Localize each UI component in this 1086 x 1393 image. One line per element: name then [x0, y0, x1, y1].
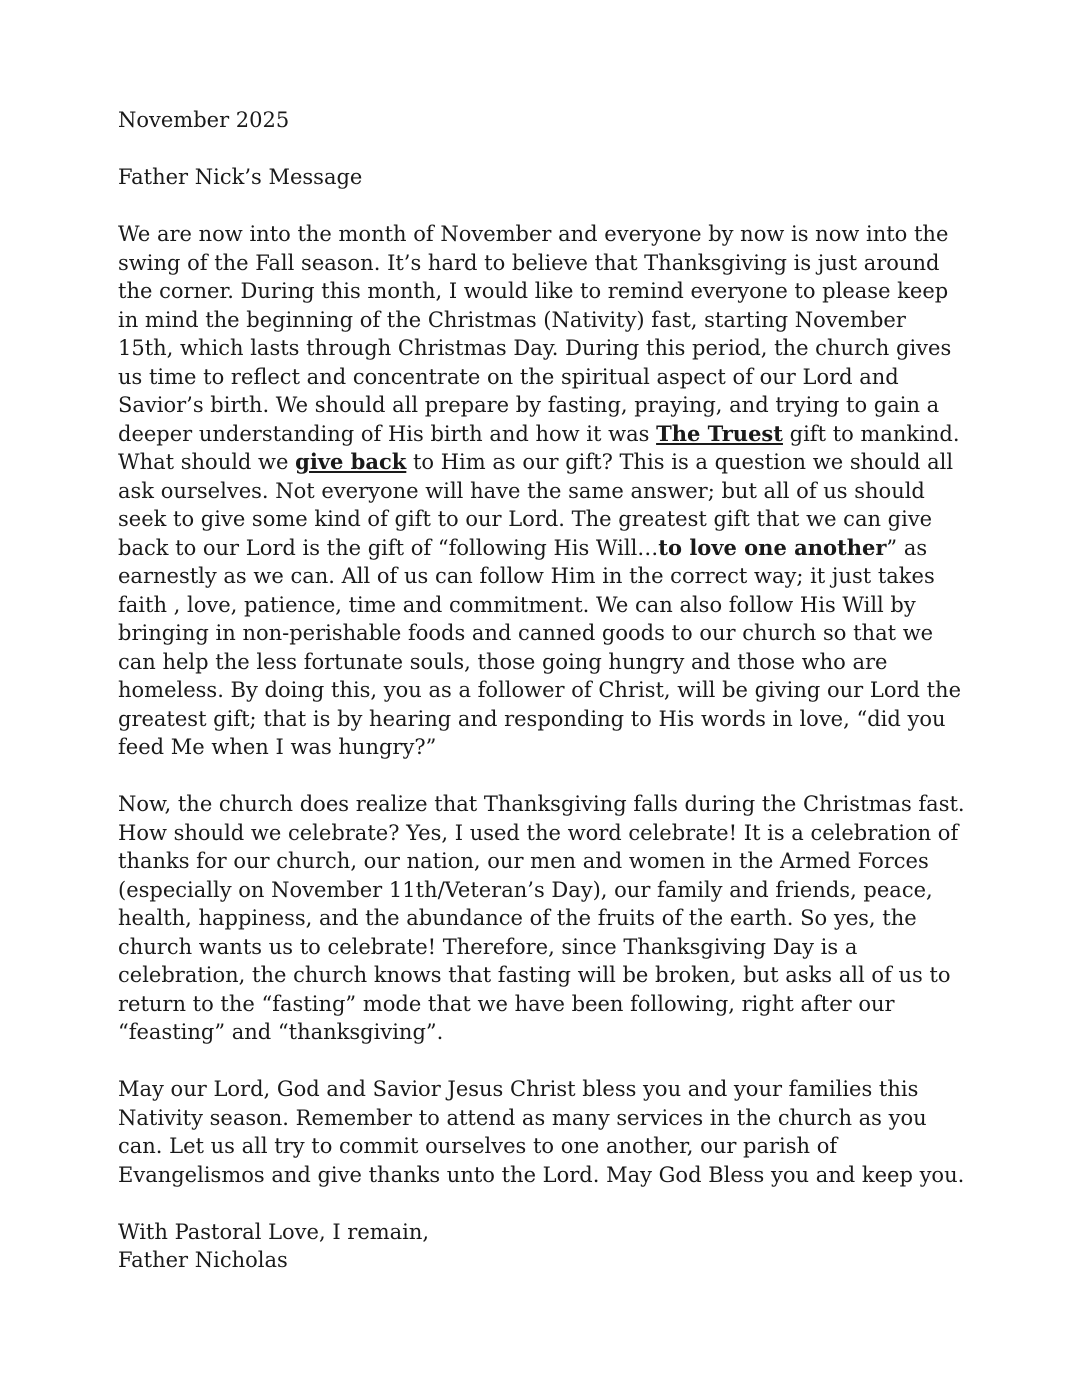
closing-block [118, 1218, 966, 1275]
closing-signature: Father Nicholas [118, 1248, 288, 1272]
text-segment: gift to mankind. What should we [118, 421, 960, 474]
closing-salutation: With Pastoral Love, I remain, [118, 1219, 430, 1244]
body-paragraph-1 [118, 220, 966, 762]
body-paragraph-3 [118, 1075, 966, 1189]
text-segment: We are now into the month of November and everyone by now is now into the swing of the Fall season. It’s hard to believe that Thanksgiving is just around the corner. During this month, I would like to remind everyone to please keep in mind the beginning of the Christmas (Nativity) fast, starting November 15th, which lasts through Christmas Day. During this period, the church gives us time to reflect and concentrate on the spiritual aspect of our Lord and Savior’s birth. We should all prepare by fasting, praying, and trying to gain a deeper understanding of His birth and how it was [118, 222, 952, 446]
text-segment: to love one another [658, 534, 887, 560]
text-segment: The Truest [656, 420, 783, 446]
text-segment: May our Lord, God and Savior Jesus Christ bless you and your families this Nativity season. Remember to attend as many services in the church as you can. Let us all try to commit ourselves to one another, our parish of Evangelismos and give thanks unto the Lord. May God Bless you and keep you. [118, 1077, 965, 1187]
letter-title: Father Nick’s Message [118, 165, 363, 189]
text-segment: give back [295, 449, 407, 474]
body-paragraph-2 [118, 790, 966, 1047]
text-segment: Now, the church does realize that Thanksgiving falls during the Christmas fast. How should we celebrate? Yes, I used the word celebrate! It is a celebration of thanks for our church, our nation, our men and women in the Armed Forces (especially on November 11th/Veteran’s Day), our family and friends, peace, health, happiness, and the abundance of the fruits of the earth. So yes, the church wants us to celebrate! Therefore, since Thanksgiving Day is a celebration, the church knows that fasting will be broken, but asks all of us to return to the “fasting” mode that we have been following, right after our “feasting” and “thanksgiving”. [118, 792, 965, 1044]
text-segment: ” as earnestly as we can. All of us can follow Him in the correct way; it just takes faith , love, patience, time and commitment. We can also follow His Will by bringing in non-perishable foods and canned goods to our church so that we can help the less fortunate souls, those going hungry and those who are homeless. By doing this, you as a follower of Christ, will be giving our Lord the greatest gift; that is by hearing and responding to His words in love, “did you feed Me when I was hungry?” [118, 535, 962, 759]
text-segment: to Him as our gift? This is a question we should all ask ourselves. Not everyone will have the same answer; but all of us should seek to give some kind of gift to our Lord. The greatest gift that we can give back to our Lord is the gift of “following His Will… [118, 450, 954, 560]
date-line: November 2025 [118, 108, 290, 132]
